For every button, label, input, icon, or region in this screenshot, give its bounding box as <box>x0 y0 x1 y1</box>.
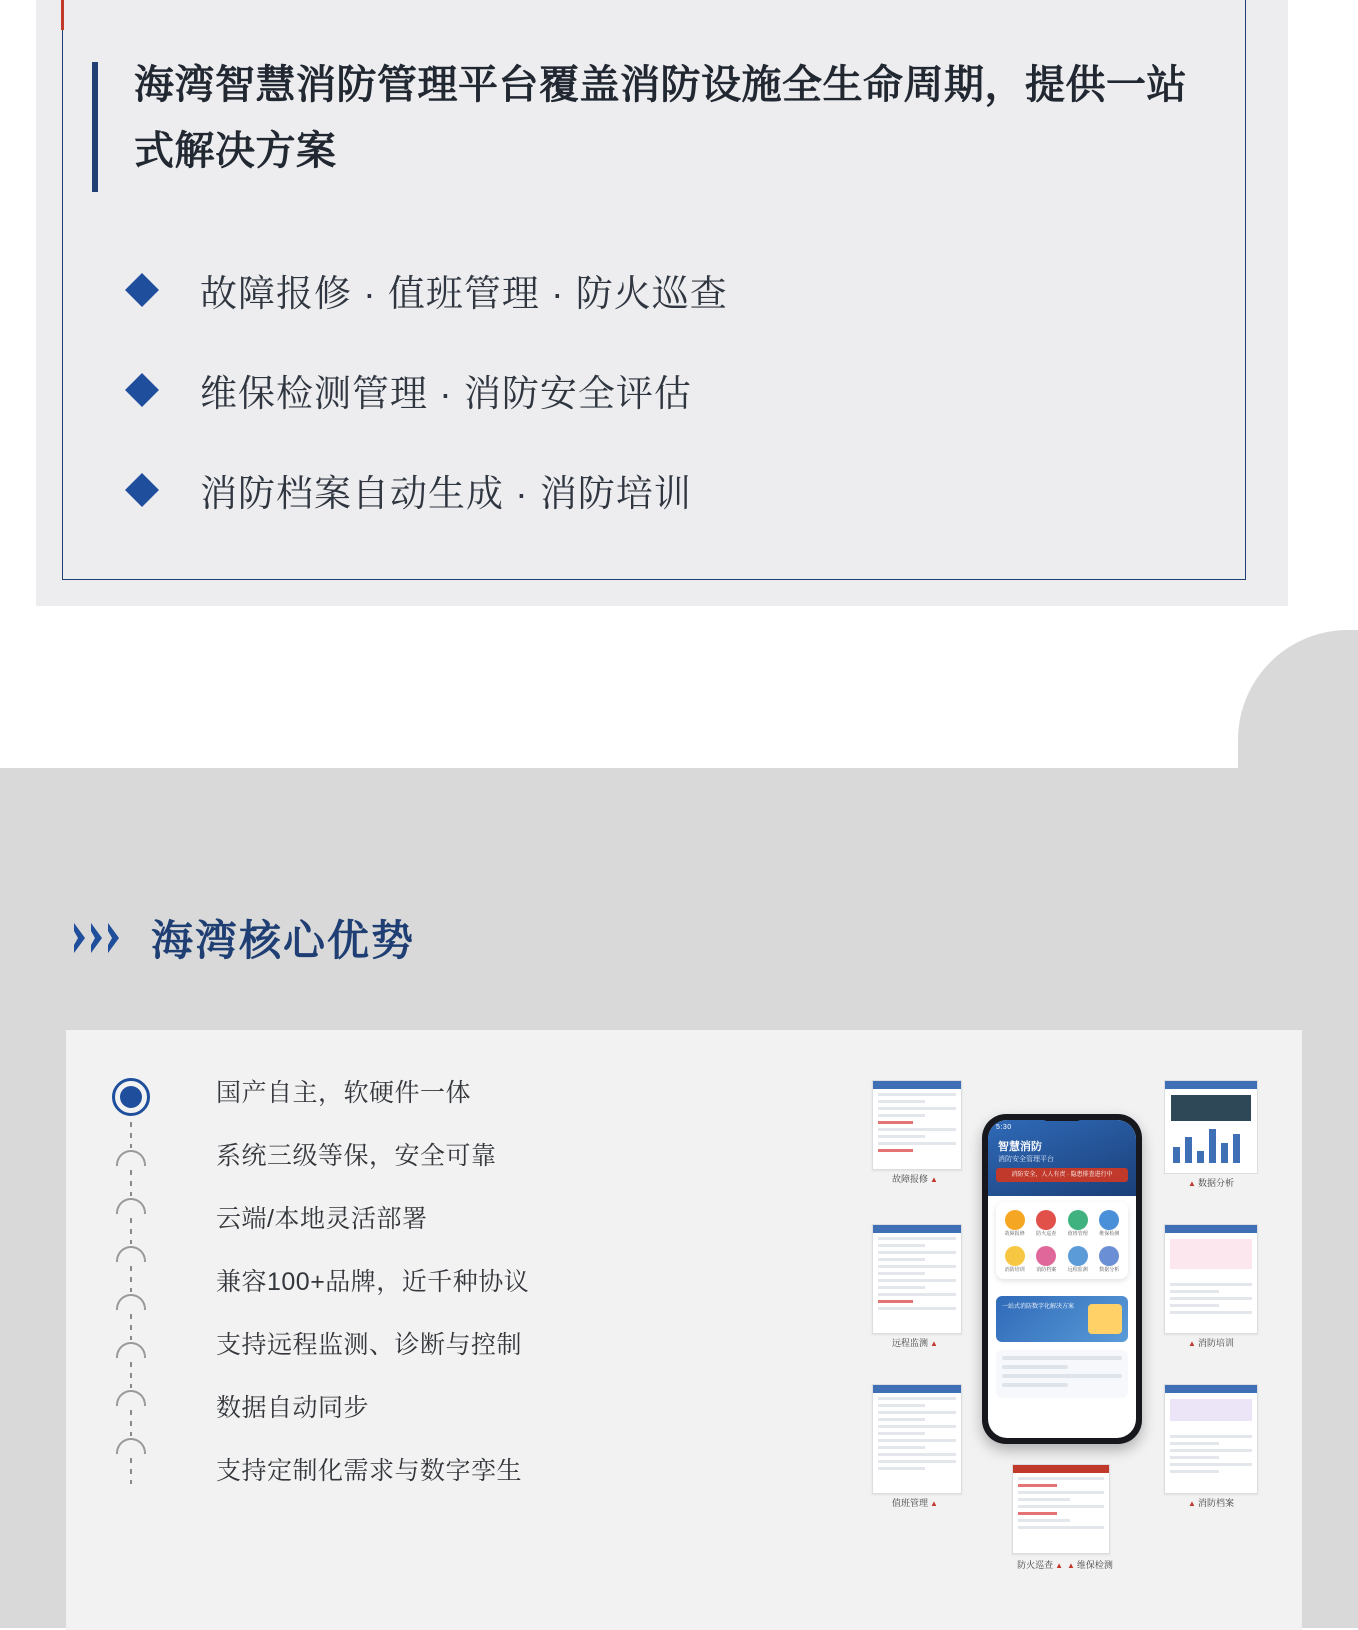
grid-item-label: 数据分析 <box>1099 1266 1120 1273</box>
thumbnail-header <box>1165 1225 1257 1233</box>
grid-item[interactable] <box>1095 1246 1125 1274</box>
thumbnail-caption <box>1164 1336 1256 1349</box>
flame-icon: ▲ <box>1188 1339 1196 1348</box>
headline-accent-bar <box>92 62 98 192</box>
todo-list-card <box>996 1350 1128 1398</box>
list-row <box>1002 1356 1122 1360</box>
timeline-arc-icon <box>116 1342 146 1358</box>
list-item: 数据自动同步 <box>216 1394 370 1422</box>
chart-icon <box>1099 1246 1119 1266</box>
list-item: 支持远程监测、诊断与控制 <box>216 1331 523 1359</box>
thumbnail-banner <box>1170 1399 1252 1421</box>
phone-screen <box>988 1120 1136 1438</box>
grid-item-label: 远程监测 <box>1067 1266 1088 1273</box>
diamond-bullet-icon <box>125 273 159 307</box>
promo-card[interactable] <box>996 1296 1128 1342</box>
chevron-right-icon <box>74 923 125 953</box>
thumbnail-caption-label: 数据分析 <box>1197 1178 1234 1188</box>
thumbnail-rows <box>1013 1473 1109 1537</box>
list-item: 兼容100+品牌，近千种协议 <box>216 1268 530 1296</box>
grid-item[interactable] <box>1063 1210 1093 1238</box>
thumbnail-header <box>1165 1385 1257 1393</box>
chevron-right-icon-part <box>108 923 121 953</box>
grid-item[interactable] <box>1095 1210 1125 1238</box>
folder-icon <box>1036 1246 1056 1266</box>
list-row <box>1002 1365 1068 1369</box>
card-accent-stripe <box>61 0 64 30</box>
thumbnail-caption-label: 消防培训 <box>1197 1338 1234 1348</box>
thumbnail-caption <box>872 1172 960 1185</box>
app-screen-thumbnail <box>872 1384 962 1494</box>
timeline-arc-icon <box>116 1246 146 1262</box>
phone-notch <box>1044 1116 1080 1121</box>
thumbnail-caption <box>1164 1176 1256 1189</box>
thumbnail-caption-label: 远程监测 <box>892 1338 929 1348</box>
thumbnail-rows <box>873 1393 961 1478</box>
thumbnail-caption <box>1164 1496 1256 1509</box>
grid-item[interactable] <box>1032 1246 1062 1274</box>
timeline-dash <box>130 1218 132 1244</box>
timeline-dash <box>130 1122 132 1148</box>
decorative-corner <box>1238 630 1358 790</box>
wrench-icon <box>1005 1210 1025 1230</box>
flame-icon: ▲ <box>1055 1561 1063 1570</box>
thumbnail-map-area <box>1171 1095 1251 1121</box>
thumbnail-caption <box>872 1496 960 1509</box>
app-screen-thumbnail <box>1012 1464 1110 1554</box>
thumbnail-caption-label: 值班管理 <box>892 1498 929 1508</box>
grid-item[interactable] <box>1000 1246 1030 1274</box>
grid-item-label: 值班管理 <box>1067 1231 1088 1237</box>
timeline-dash <box>130 1314 132 1340</box>
bullet-label: 维保检测管理 · 消防安全评估 <box>200 373 692 414</box>
timeline-dash <box>130 1170 132 1196</box>
timeline-dash <box>130 1362 132 1388</box>
headline-block <box>92 52 1202 184</box>
timeline-arc-icon <box>116 1198 146 1214</box>
timeline-dash <box>130 1458 132 1484</box>
page-title: 海湾智慧消防管理平台覆盖消防设施全生命周期，提供一站式解决方案 <box>134 63 1187 173</box>
app-screen-thumbnail <box>872 1224 962 1334</box>
list-item <box>130 340 1170 440</box>
analytics-screen-thumbnail <box>1164 1080 1258 1174</box>
app-screenshot-collage <box>864 1072 1264 1612</box>
list-item: 国产自主，软硬件一体 <box>216 1079 472 1107</box>
core-advantages-section <box>0 768 1358 1628</box>
timeline-graphic <box>100 1078 164 1528</box>
thumbnail-caption <box>980 1558 1150 1571</box>
app-subtitle: 消防安全管理平台 <box>998 1156 1054 1163</box>
flame-icon: ▲ <box>1067 1561 1075 1570</box>
timeline-arc-icon <box>116 1438 146 1454</box>
thumbnail-header <box>1013 1465 1109 1473</box>
flame-icon: ▲ <box>1188 1499 1196 1508</box>
grid-item-label: 消防培训 <box>1004 1266 1025 1273</box>
grid-item-label: 故障报修 <box>1004 1231 1025 1237</box>
flame-icon: ▲ <box>930 1175 938 1184</box>
thumbnail-rows <box>873 1089 961 1160</box>
alert-banner: 消防安全，人人有责 · 隐患排查进行中 <box>996 1168 1128 1182</box>
flame-icon <box>1036 1210 1056 1230</box>
monitor-icon <box>1068 1246 1088 1266</box>
grid-item-label: 消防档案 <box>1036 1266 1057 1273</box>
timeline-dash <box>130 1410 132 1436</box>
timeline-arc-icon <box>116 1390 146 1406</box>
list-item <box>130 440 1170 540</box>
list-item: 支持定制化需求与数字孪生 <box>216 1457 523 1485</box>
list-item: 系统三级等保，安全可靠 <box>216 1142 497 1170</box>
checklist-icon <box>1099 1210 1119 1230</box>
list-item <box>130 240 1170 340</box>
section-heading <box>74 908 415 968</box>
flame-icon: ▲ <box>930 1499 938 1508</box>
timeline-arc-icon <box>116 1150 146 1166</box>
app-screen-thumbnail <box>1164 1224 1258 1334</box>
thumbnail-caption-label: 维保检测 <box>1076 1560 1113 1570</box>
bullet-label: 故障报修 · 值班管理 · 防火巡查 <box>200 273 728 314</box>
book-icon <box>1005 1246 1025 1266</box>
timeline-dot-inner <box>120 1086 142 1108</box>
app-function-grid <box>996 1202 1128 1279</box>
advantages-panel <box>66 1030 1302 1630</box>
chevron-right-icon-part <box>91 923 104 953</box>
app-screen-thumbnail <box>1164 1384 1258 1494</box>
grid-item[interactable] <box>1000 1210 1030 1238</box>
thumbnail-rows <box>873 1233 961 1318</box>
grid-item-label: 维保检测 <box>1099 1231 1120 1237</box>
feature-bullet-list <box>130 240 1170 540</box>
app-header <box>988 1120 1136 1196</box>
bullet-label: 消防档案自动生成 · 消防培训 <box>200 473 692 514</box>
chevron-right-icon-part <box>74 923 87 953</box>
intro-section <box>0 0 1358 790</box>
bar-chart-icon <box>1173 1123 1240 1163</box>
thumbnail-caption-label: 故障报修 <box>892 1174 929 1184</box>
app-screen-thumbnail <box>872 1080 962 1170</box>
promo-image <box>1088 1304 1122 1334</box>
clock-icon <box>1068 1210 1088 1230</box>
thumbnail-caption-label: 消防档案 <box>1197 1498 1234 1508</box>
promo-title: 一站式消防数字化解决方案 <box>1002 1304 1075 1310</box>
thumbnail-banner <box>1170 1239 1252 1269</box>
thumbnail-caption <box>872 1336 960 1349</box>
section-title: 海湾核心优势 <box>151 917 416 964</box>
thumbnail-header <box>873 1225 961 1233</box>
app-title: 智慧消防 <box>998 1141 1042 1153</box>
thumbnail-header <box>1165 1081 1257 1089</box>
status-bar-time: 5:30 <box>996 1124 1012 1131</box>
grid-item[interactable] <box>1063 1246 1093 1274</box>
timeline-arc-icon <box>116 1294 146 1310</box>
advantage-list <box>216 1078 836 1519</box>
flame-icon: ▲ <box>930 1339 938 1348</box>
list-item: 云端/本地灵活部署 <box>216 1205 428 1233</box>
diamond-bullet-icon <box>125 473 159 507</box>
list-row <box>1002 1383 1068 1387</box>
thumbnail-header <box>873 1081 961 1089</box>
phone-mockup <box>982 1114 1142 1444</box>
list-row <box>1002 1374 1122 1378</box>
grid-item-label: 防火巡查 <box>1036 1231 1057 1237</box>
grid-item[interactable] <box>1032 1210 1062 1238</box>
thumbnail-caption-label: 防火巡查 <box>1017 1560 1054 1570</box>
diamond-bullet-icon <box>125 373 159 407</box>
thumbnail-header <box>873 1385 961 1393</box>
flame-icon: ▲ <box>1188 1179 1196 1188</box>
timeline-dash <box>130 1266 132 1292</box>
